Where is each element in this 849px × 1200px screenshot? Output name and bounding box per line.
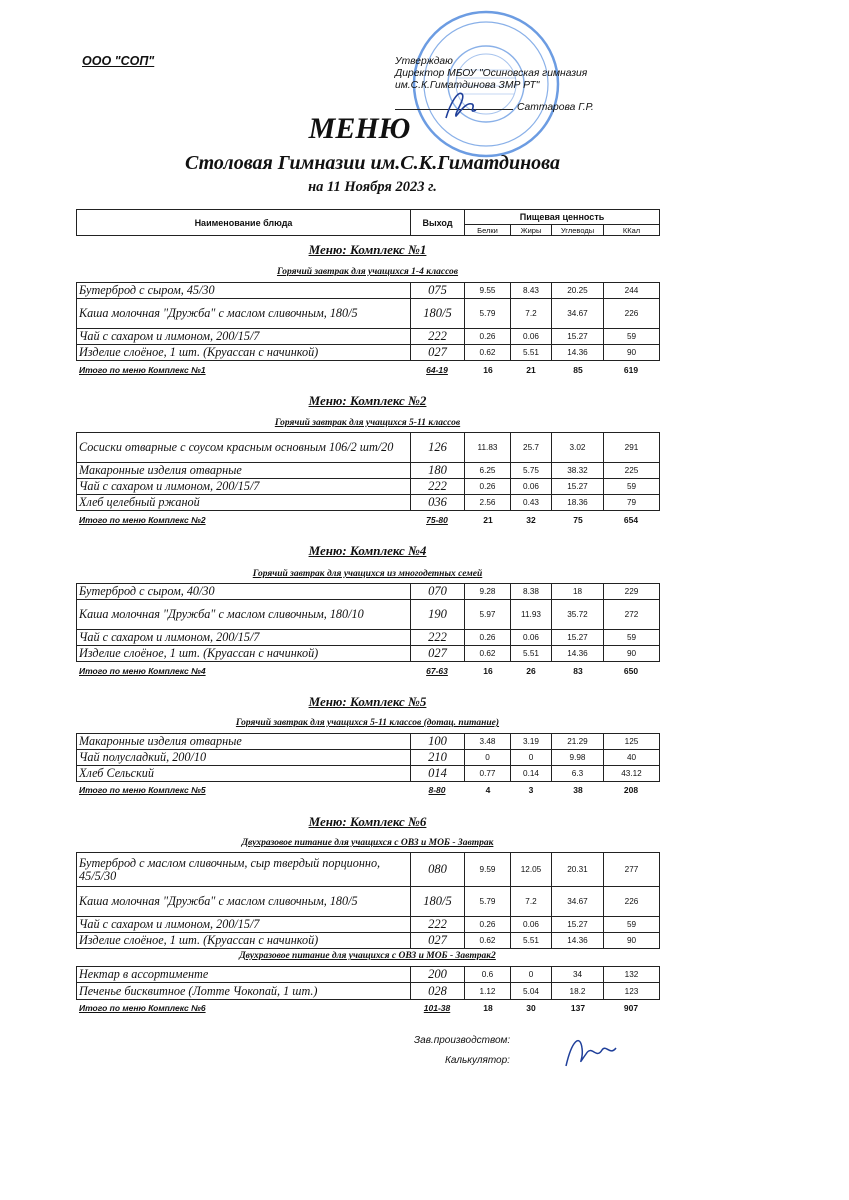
col-name-header: Наименование блюда: [77, 210, 411, 236]
table-row: Бутерброд с сыром, 45/30 075 9.55 8.43 20.25 244: [77, 283, 660, 299]
approve-line-3: им.С.К.Гиматдинова ЗМР РТ": [395, 80, 540, 91]
total-row: Итого по меню Комплекс №1 64-19 16 21 85 619: [79, 365, 639, 375]
section-title: Меню: Комплекс №5: [308, 694, 427, 709]
director-name: Саттарова Г.Р.: [517, 102, 594, 113]
table-row: Сосиски отварные с соусом красным основным 106/2 шт/20 126 11.83 25.7 3.02 291: [77, 433, 660, 463]
col-kcal-header: ККал: [604, 225, 660, 236]
table-row: Изделие слоёное, 1 шт. (Круассан с начинкой) 027 0.62 5.51 14.36 90: [77, 933, 660, 949]
total-row: Итого по меню Комплекс №4 67-63 16 26 83 650: [79, 666, 639, 676]
col-carbs-header: Углеводы: [552, 225, 604, 236]
table-row: Каша молочная "Дружба" с маслом сливочным, 180/10 190 5.97 11.93 35.72 272: [77, 600, 660, 630]
menu-table: [76, 432, 660, 511]
table-row: Бутерброд с сыром, 40/30 070 9.28 8.38 18 229: [77, 584, 660, 600]
menu-table: [76, 282, 660, 361]
section-title: Меню: Комплекс №2: [308, 393, 427, 408]
table-row: Хлеб целебный ржаной 036 2.56 0.43 18.36 79: [77, 495, 660, 511]
col-output-header: Выход: [411, 210, 465, 236]
approve-line-2: Директор МБОУ "Осиновская гимназия: [395, 68, 588, 79]
production-manager-label: Зав.производством:: [414, 1035, 511, 1046]
canteen-name: Столовая Гимназии им.С.К.Гиматдинова: [185, 152, 560, 174]
menu-table: [76, 966, 660, 1000]
menu-date: на 11 Ноября 2023 г.: [308, 179, 437, 195]
section-subtitle: Двухразовое питание для учащихся с ОВЗ и МОБ - Завтрак2: [239, 951, 496, 961]
total-row: Итого по меню Комплекс №2 75-80 21 32 75 654: [79, 515, 639, 525]
section-subtitle: Горячий завтрак для учащихся 5-11 классов: [274, 418, 461, 428]
section-title: Меню: Комплекс №1: [308, 242, 427, 257]
table-row: Хлеб Сельский 014 0.77 0.14 6.3 43.12: [77, 766, 660, 782]
approval-block: [395, 56, 655, 114]
column-header: [76, 209, 660, 236]
table-row: Макаронные изделия отварные 180 6.25 5.75 38.32 225: [77, 463, 660, 479]
menu-table: [76, 733, 660, 782]
section-title: Меню: Комплекс №6: [308, 814, 427, 829]
table-row: Чай с сахаром и лимоном, 200/15/7 222 0.26 0.06 15.27 59: [77, 329, 660, 345]
menu-title: МЕНЮ: [308, 112, 411, 145]
total-row: Итого по меню Комплекс №5 8-80 4 3 38 208: [79, 785, 639, 795]
col-nutrition-header: Пищевая ценность: [465, 210, 660, 225]
table-row: Каша молочная "Дружба" с маслом сливочным, 180/5 180/5 5.79 7.2 34.67 226: [77, 887, 660, 917]
table-row: Чай с сахаром и лимоном, 200/15/7 222 0.26 0.06 15.27 59: [77, 917, 660, 933]
section-subtitle: Горячий завтрак для учащихся 1-4 классов: [276, 267, 459, 277]
calculator-label: Калькулятор:: [445, 1055, 510, 1066]
section-subtitle: Горячий завтрак для учащихся из многодетных семей: [252, 569, 483, 579]
menu-table: [76, 852, 660, 949]
section-title: Меню: Комплекс №4: [308, 543, 427, 558]
col-fats-header: Жиры: [511, 225, 552, 236]
table-row: Макаронные изделия отварные 100 3.48 3.19 21.29 125: [77, 734, 660, 750]
section-subtitle: Горячий завтрак для учащихся 5-11 классов (дотац. питание): [235, 718, 500, 728]
table-row: Бутерброд с маслом сливочным, сыр твердый порционно, 45/5/30 080 9.59 12.05 20.31 277: [77, 853, 660, 887]
section-subtitle: Двухразовое питание для учащихся с ОВЗ и МОБ - Завтрак: [241, 838, 494, 848]
col-proteins-header: Белки: [465, 225, 511, 236]
table-row: Печенье бисквитное (Лотте Чокопай, 1 шт.) 028 1.12 5.04 18.2 123: [77, 983, 660, 1000]
table-row: Чай с сахаром и лимоном, 200/15/7 222 0.26 0.06 15.27 59: [77, 479, 660, 495]
total-row: Итого по меню Комплекс №6 101-38 18 30 137 907: [79, 1003, 639, 1013]
approve-line-1: Утверждаю: [395, 56, 453, 67]
menu-table: [76, 583, 660, 662]
table-row: Изделие слоёное, 1 шт. (Круассан с начинкой) 027 0.62 5.51 14.36 90: [77, 646, 660, 662]
table-row: Чай полусладкий, 200/10 210 0 0 9.98 40: [77, 750, 660, 766]
table-row: Изделие слоёное, 1 шт. (Круассан с начинкой) 027 0.62 5.51 14.36 90: [77, 345, 660, 361]
organization-name: ООО "СОП": [82, 54, 155, 68]
table-row: Каша молочная "Дружба" с маслом сливочным, 180/5 180/5 5.79 7.2 34.67 226: [77, 299, 660, 329]
table-row: Нектар в ассортименте 200 0.6 0 34 132: [77, 967, 660, 983]
table-row: Чай с сахаром и лимоном, 200/15/7 222 0.26 0.06 15.27 59: [77, 630, 660, 646]
production-signature-icon: [560, 1030, 620, 1074]
